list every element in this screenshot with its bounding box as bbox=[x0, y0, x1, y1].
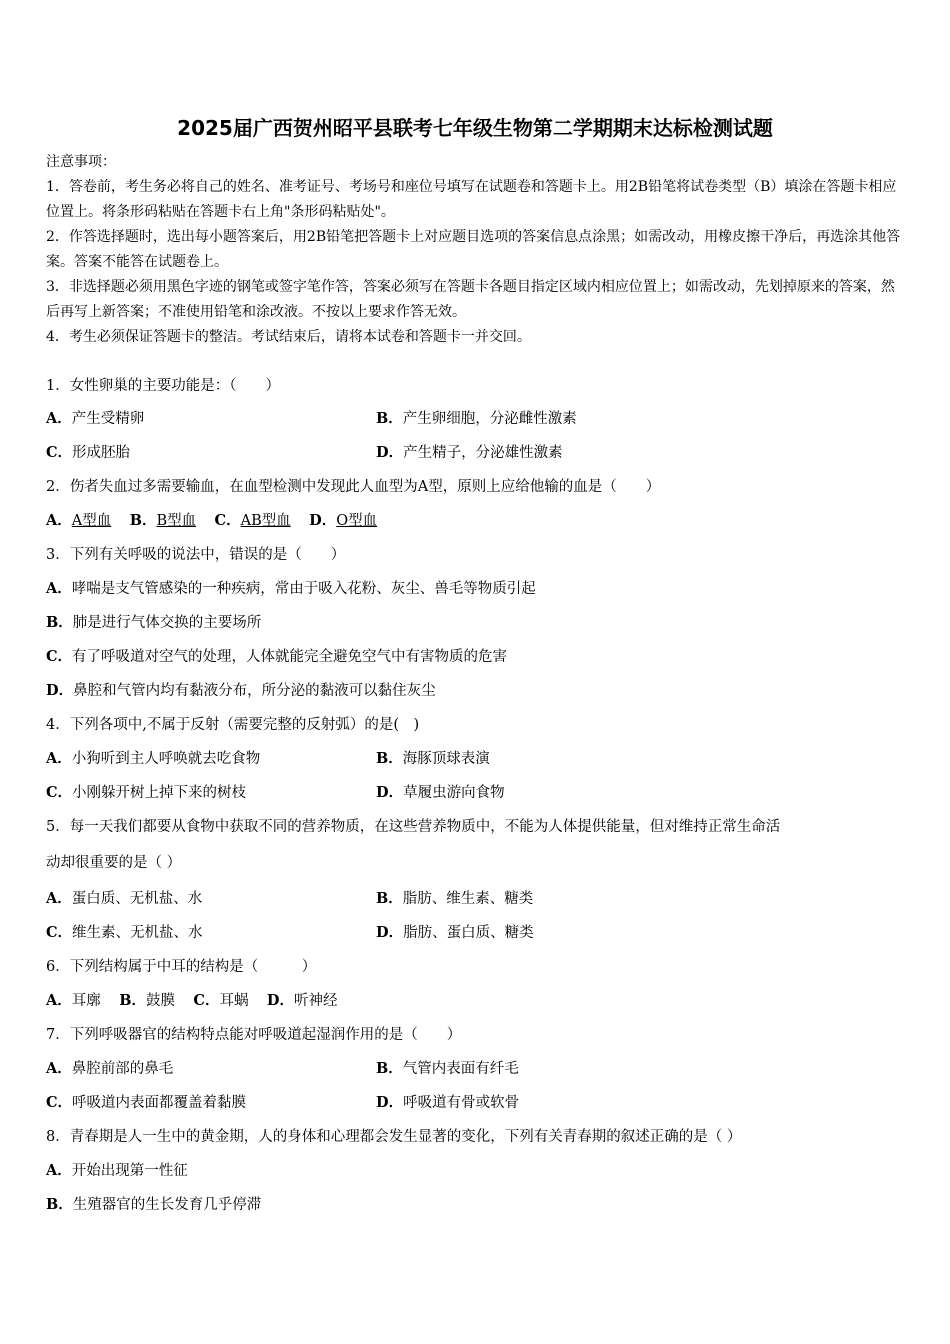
question-8-stem: 8．青春期是人一生中的黄金期，人的身体和心理都会发生显著的变化，下列有关青春期的叙述正确的是（ ） bbox=[46, 1129, 742, 1145]
question-5-option-a: A．蛋白质、无机盐、水 bbox=[46, 890, 203, 907]
question-5-stem-line-1: 5．每一天我们都要从食物中获取不同的营养物质，在这些营养物质中，不能为人体提供能量，但对维持正常生命活 bbox=[46, 819, 781, 835]
question-4-stem: 4．下列各项中,不属于反射（需要完整的反射弧）的是( ) bbox=[46, 717, 420, 733]
notice-item-4: 4．考生必须保证答题卡的整洁。考试结束后，请将本试卷和答题卡一并交回。 bbox=[46, 329, 531, 345]
question-4-option-a: A．小狗听到主人呼唤就去吃食物 bbox=[46, 750, 261, 767]
question-7-option-c: C．呼吸道内表面都覆盖着黏膜 bbox=[46, 1094, 247, 1111]
question-7-option-b: B．气管内表面有纤毛 bbox=[376, 1060, 519, 1077]
notice-heading: 注意事项： bbox=[46, 154, 116, 170]
question-2-stem: 2．伤者失血过多需要输血，在血型检测中发现此人血型为A型，原则上应给他输的血是（ ） bbox=[46, 479, 661, 495]
question-8-option-b: B．生殖器官的生长发育几乎停滞 bbox=[46, 1196, 262, 1213]
question-1-option-c: C．形成胚胎 bbox=[46, 444, 131, 461]
notice-item-2: 2．作答选择题时，选出每小题答案后，用2B铅笔把答题卡上对应题目选项的答案信息点涂黑；如需改动，用橡皮擦干净后，再选涂其他答案。答案不能答在试题卷上。 bbox=[46, 229, 901, 270]
question-7-option-a: A．鼻腔前部的鼻毛 bbox=[46, 1060, 174, 1077]
question-1-option-d: D．产生精子，分泌雄性激素 bbox=[376, 444, 563, 461]
question-8-option-a: A．开始出现第一性征 bbox=[46, 1162, 188, 1179]
question-4-option-b: B．海豚顶球表演 bbox=[376, 750, 490, 767]
question-6-stem: 6．下列结构属于中耳的结构是（ ） bbox=[46, 959, 317, 975]
exam-title: 2025届广西贺州昭平县联考七年级生物第二学期期末达标检测试题 bbox=[177, 116, 773, 140]
question-5-option-d: D．脂肪、蛋白质、糖类 bbox=[376, 924, 534, 941]
question-4-option-c: C．小刚躲开树上掉下来的树枝 bbox=[46, 784, 247, 801]
question-6-options: A．耳廓 B．鼓膜 C．耳蜗 D．听神经 bbox=[46, 992, 338, 1009]
question-5-option-c: C．维生素、无机盐、水 bbox=[46, 924, 203, 941]
question-5-stem-line-2: 动却很重要的是（ ） bbox=[46, 855, 182, 871]
question-2-options: A．A型血 B．B型血 C．AB型血 D．O型血 bbox=[46, 512, 378, 529]
question-3-option-d: D．鼻腔和气管内均有黏液分布，所分泌的黏液可以黏住灰尘 bbox=[46, 682, 436, 699]
question-5-option-b: B．脂肪、维生素、糖类 bbox=[376, 890, 534, 907]
question-7-option-d: D．呼吸道有骨或软骨 bbox=[376, 1094, 520, 1111]
question-3-option-c: C．有了呼吸道对空气的处理，人体就能完全避免空气中有害物质的危害 bbox=[46, 648, 508, 665]
question-7-stem: 7．下列呼吸器官的结构特点能对呼吸道起湿润作用的是（ ） bbox=[46, 1027, 462, 1043]
question-1-option-a: A．产生受精卵 bbox=[46, 410, 145, 427]
notice-item-1: 1．答卷前，考生务必将自己的姓名、准考证号、考场号和座位号填写在试题卷和答题卡上。用2B铅笔将试卷类型（B）填涂在答题卡相应位置上。将条形码粘贴在答题卡右上角"条形码粘贴处"。 bbox=[46, 179, 897, 220]
question-1-option-b: B．产生卵细胞，分泌雌性激素 bbox=[376, 410, 577, 427]
question-1-stem: 1．女性卵巢的主要功能是：（ ） bbox=[46, 378, 280, 394]
question-3-option-a: A．哮喘是支气管感染的一种疾病，常由于吸入花粉、灰尘、兽毛等物质引起 bbox=[46, 580, 536, 597]
question-3-stem: 3．下列有关呼吸的说法中，错误的是（ ） bbox=[46, 547, 346, 563]
question-3-option-b: B．肺是进行气体交换的主要场所 bbox=[46, 614, 262, 631]
question-4-option-d: D．草履虫游向食物 bbox=[376, 784, 505, 801]
notice-item-3: 3．非选择题必须用黑色字迹的钢笔或签字笔作答，答案必须写在答题卡各题目指定区域内相应位置上；如需改动，先划掉原来的答案，然后再写上新答案；不准使用铅笔和涂改液。不按以上要求作答无效。 bbox=[46, 279, 895, 320]
